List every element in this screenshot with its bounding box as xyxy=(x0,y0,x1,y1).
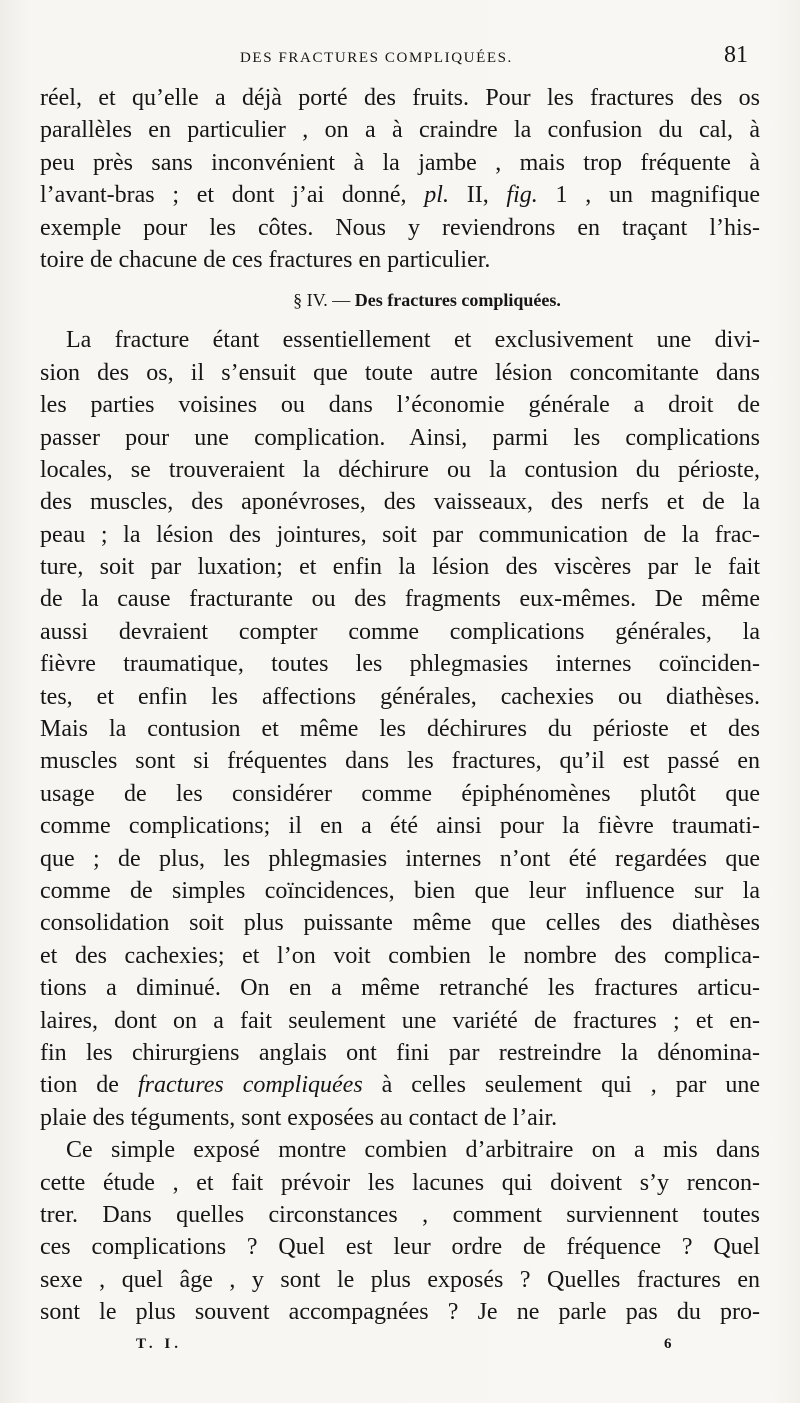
text-line: muscles sont si fréquentes dans les fractures, qu’il est passé en xyxy=(40,748,760,775)
text-line: fièvre traumatique, toutes les phlegmasies internes coïnciden- xyxy=(40,651,760,678)
text-line: Ce simple exposé montre combien d’arbitraire on a mis dans xyxy=(66,1137,760,1164)
emphasized-term: fractures compliquées xyxy=(137,1072,363,1099)
text-line: comme complications; il en a été ainsi pour la fièvre traumati- xyxy=(40,813,760,840)
text-line: les parties voisines ou dans l’économie générale a droit de xyxy=(40,392,760,419)
section-title: Des fractures compliquées. xyxy=(354,290,561,311)
text-line: des muscles, des aponévroses, des vaisseaux, des nerfs et de la xyxy=(40,489,760,516)
text-line: sion des os, il s’ensuit que toute autre lésion concomitante dans xyxy=(40,359,760,386)
figure-reference: fig. xyxy=(506,182,538,209)
running-title: DES FRACTURES COMPLIQUÉES. xyxy=(240,50,513,66)
sheet-number: 6 xyxy=(664,1336,672,1352)
text-line: fin les chirurgiens anglais ont fini par restreindre la dénomina- xyxy=(40,1039,760,1066)
text-segment: l’avant-bras ; et dont j’ai donné, xyxy=(40,182,407,209)
text-line: peu près sans inconvénient à la jambe , mais trop fréquente à xyxy=(40,149,760,176)
text-segment: 1 , un magnifique xyxy=(555,182,760,209)
text-line: sont le plus souvent accompagnées ? Je ne parle pas du pro- xyxy=(40,1299,760,1326)
running-head xyxy=(40,42,748,72)
text-line: comme de simples coïncidences, bien que leur influence sur la xyxy=(40,877,760,904)
text-line: toire de chacune de ces fractures en particulier. xyxy=(40,246,491,273)
text-line: ces complications ? Quel est leur ordre de fréquence ? Quel xyxy=(40,1234,760,1261)
text-line: Mais la contusion et même les déchirures du périoste et des xyxy=(40,716,760,743)
text-line: de la cause fracturante ou des fragments eux-mêmes. De même xyxy=(40,586,760,613)
text-segment: à celles seulement qui , par une xyxy=(381,1072,761,1099)
plate-reference: pl. xyxy=(424,182,449,209)
text-line: tions a diminué. On en a même retranché les fractures articu- xyxy=(40,975,760,1002)
text-line: plaie des téguments, sont exposées au contact de l’air. xyxy=(40,1104,558,1131)
section-number: § IV. — xyxy=(293,290,351,311)
text-line: usage de les considérer comme épiphénomènes plutôt que xyxy=(40,780,760,807)
main-text xyxy=(40,82,760,1328)
text-line: peau ; la lésion des jointures, soit par communication de la frac- xyxy=(40,521,760,548)
text-line: réel, et qu’elle a déjà porté des fruits. Pour les fractures des os xyxy=(40,85,760,111)
text-line xyxy=(40,179,760,211)
text-line: locales, se trouveraient la déchirure ou la contusion du périoste, xyxy=(40,456,760,483)
text-segment: tion de xyxy=(40,1072,119,1099)
text-line: aussi devraient compter comme complications générales, la xyxy=(40,618,760,645)
text-line: exemple pour les côtes. Nous y reviendrons en traçant l’his- xyxy=(40,214,760,241)
page-number: 81 xyxy=(724,42,748,68)
section-heading xyxy=(40,276,760,324)
text-line xyxy=(40,1069,760,1101)
text-line: tes, et enfin les affections générales, cachexies ou diathèses. xyxy=(40,683,760,710)
text-line: parallèles en particulier , on a à craindre la confusion du cal, à xyxy=(40,117,760,144)
text-line: que ; de plus, les phlegmasies internes n’ont été regardées que xyxy=(40,845,760,872)
text-line: passer pour une complication. Ainsi, parmi les complications xyxy=(40,424,760,451)
text-segment: II, xyxy=(466,182,489,209)
text-line: cette étude , et fait prévoir les lacunes qui doivent s’y rencon- xyxy=(40,1169,760,1196)
text-line: consolidation soit plus puissante même que celles des diathèses xyxy=(40,910,760,937)
text-line: sexe , quel âge , y sont le plus exposés ? Quelles fractures en xyxy=(40,1266,760,1293)
page-footer xyxy=(40,1336,740,1362)
volume-signature: T. I. xyxy=(136,1336,182,1352)
text-line: et des cachexies; et l’on voit combien le nombre des complica- xyxy=(40,942,760,969)
text-line: trer. Dans quelles circonstances , comment surviennent toutes xyxy=(40,1201,760,1228)
text-line: ture, soit par luxation; et enfin la lésion des viscères par le fait xyxy=(40,554,760,581)
text-line: laires, dont on a fait seulement une variété de fractures ; et en- xyxy=(40,1007,760,1034)
text-line: La fracture étant essentiellement et exclusivement une divi- xyxy=(66,327,760,354)
